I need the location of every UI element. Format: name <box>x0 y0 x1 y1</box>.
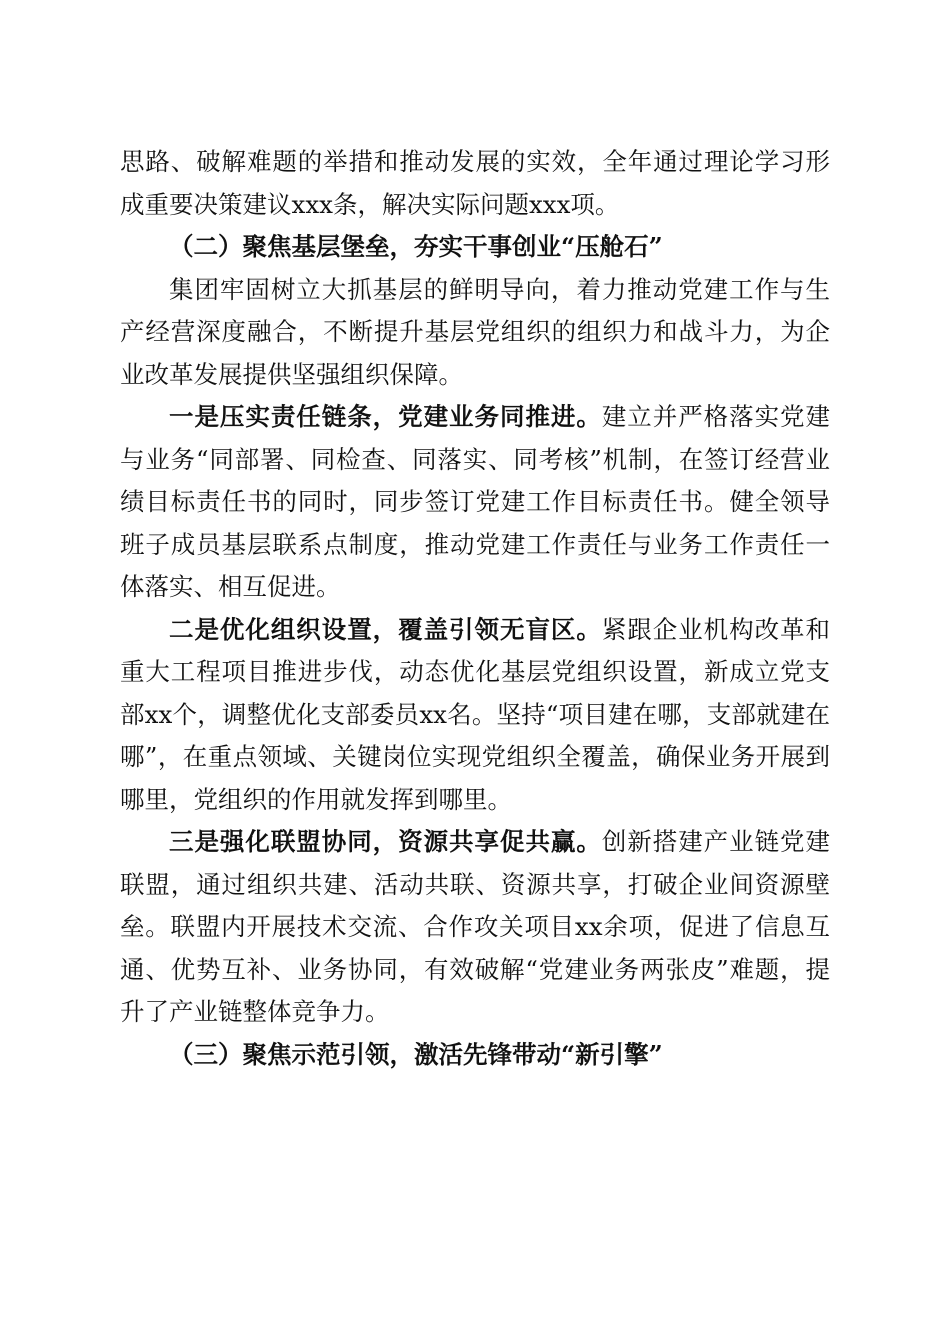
point-1-body: 建立并严格落实党建与业务“同部署、同检查、同落实、同考核”机制，在签订经营业绩目标责任书的同时，同步签订党建工作目标责任书。健全领导班子成员基层联系点制度，推动党建工作责任与业务工作责任一体落实、相互促进。 <box>120 402 831 601</box>
paragraph-intro: 集团牢固树立大抓基层的鲜明导向，着力推动党建工作与生产经营深度融合，不断提升基层党组织的组织力和战斗力，为企业改革发展提供坚强组织保障。 <box>120 274 830 389</box>
paragraph-point-2 <box>120 609 830 822</box>
document-body <box>120 141 830 1076</box>
section-heading-3: （三）聚焦示范引领，激活先锋带动“新引擎” <box>169 1039 663 1069</box>
point-2-lead: 二是优化组织设置，覆盖引领无盲区。 <box>169 614 602 644</box>
section-heading-2: （二）聚焦基层堡垒，夯实干事创业“压舱石” <box>169 232 663 261</box>
point-3-body: 创新搭建产业链党建联盟，通过组织共建、活动共联、资源共享，打破企业间资源壁垒。联盟内开展技术交流、合作攻关项目xx余项，促进了信息互通、优势互补、业务协同，有效破解“党建业务两张皮”难题，提升了产业链整体竞争力。 <box>120 827 831 1026</box>
paragraph-point-1 <box>120 396 830 609</box>
point-2-body: 紧跟企业机构改革和重大工程项目推进步伐，动态优化基层党组织设置，新成立党支部xx个，调整优化支部委员xx名。坚持“项目建在哪，支部就建在哪”，在重点领域、关键岗位实现党组织全覆盖，确保业务开展到哪里，党组织的作用就发挥到哪里。 <box>120 614 831 814</box>
point-3-lead: 三是强化联盟协同，资源共享促共赢。 <box>169 827 602 856</box>
paragraph-continuation: 思路、破解难题的举措和推动发展的实效，全年通过理论学习形成重要决策建议xxx条，解决实际问题xxx项。 <box>120 147 830 219</box>
point-1-lead: 一是压实责任链条，党建业务同推进。 <box>169 402 602 431</box>
paragraph-point-3 <box>120 821 830 1034</box>
